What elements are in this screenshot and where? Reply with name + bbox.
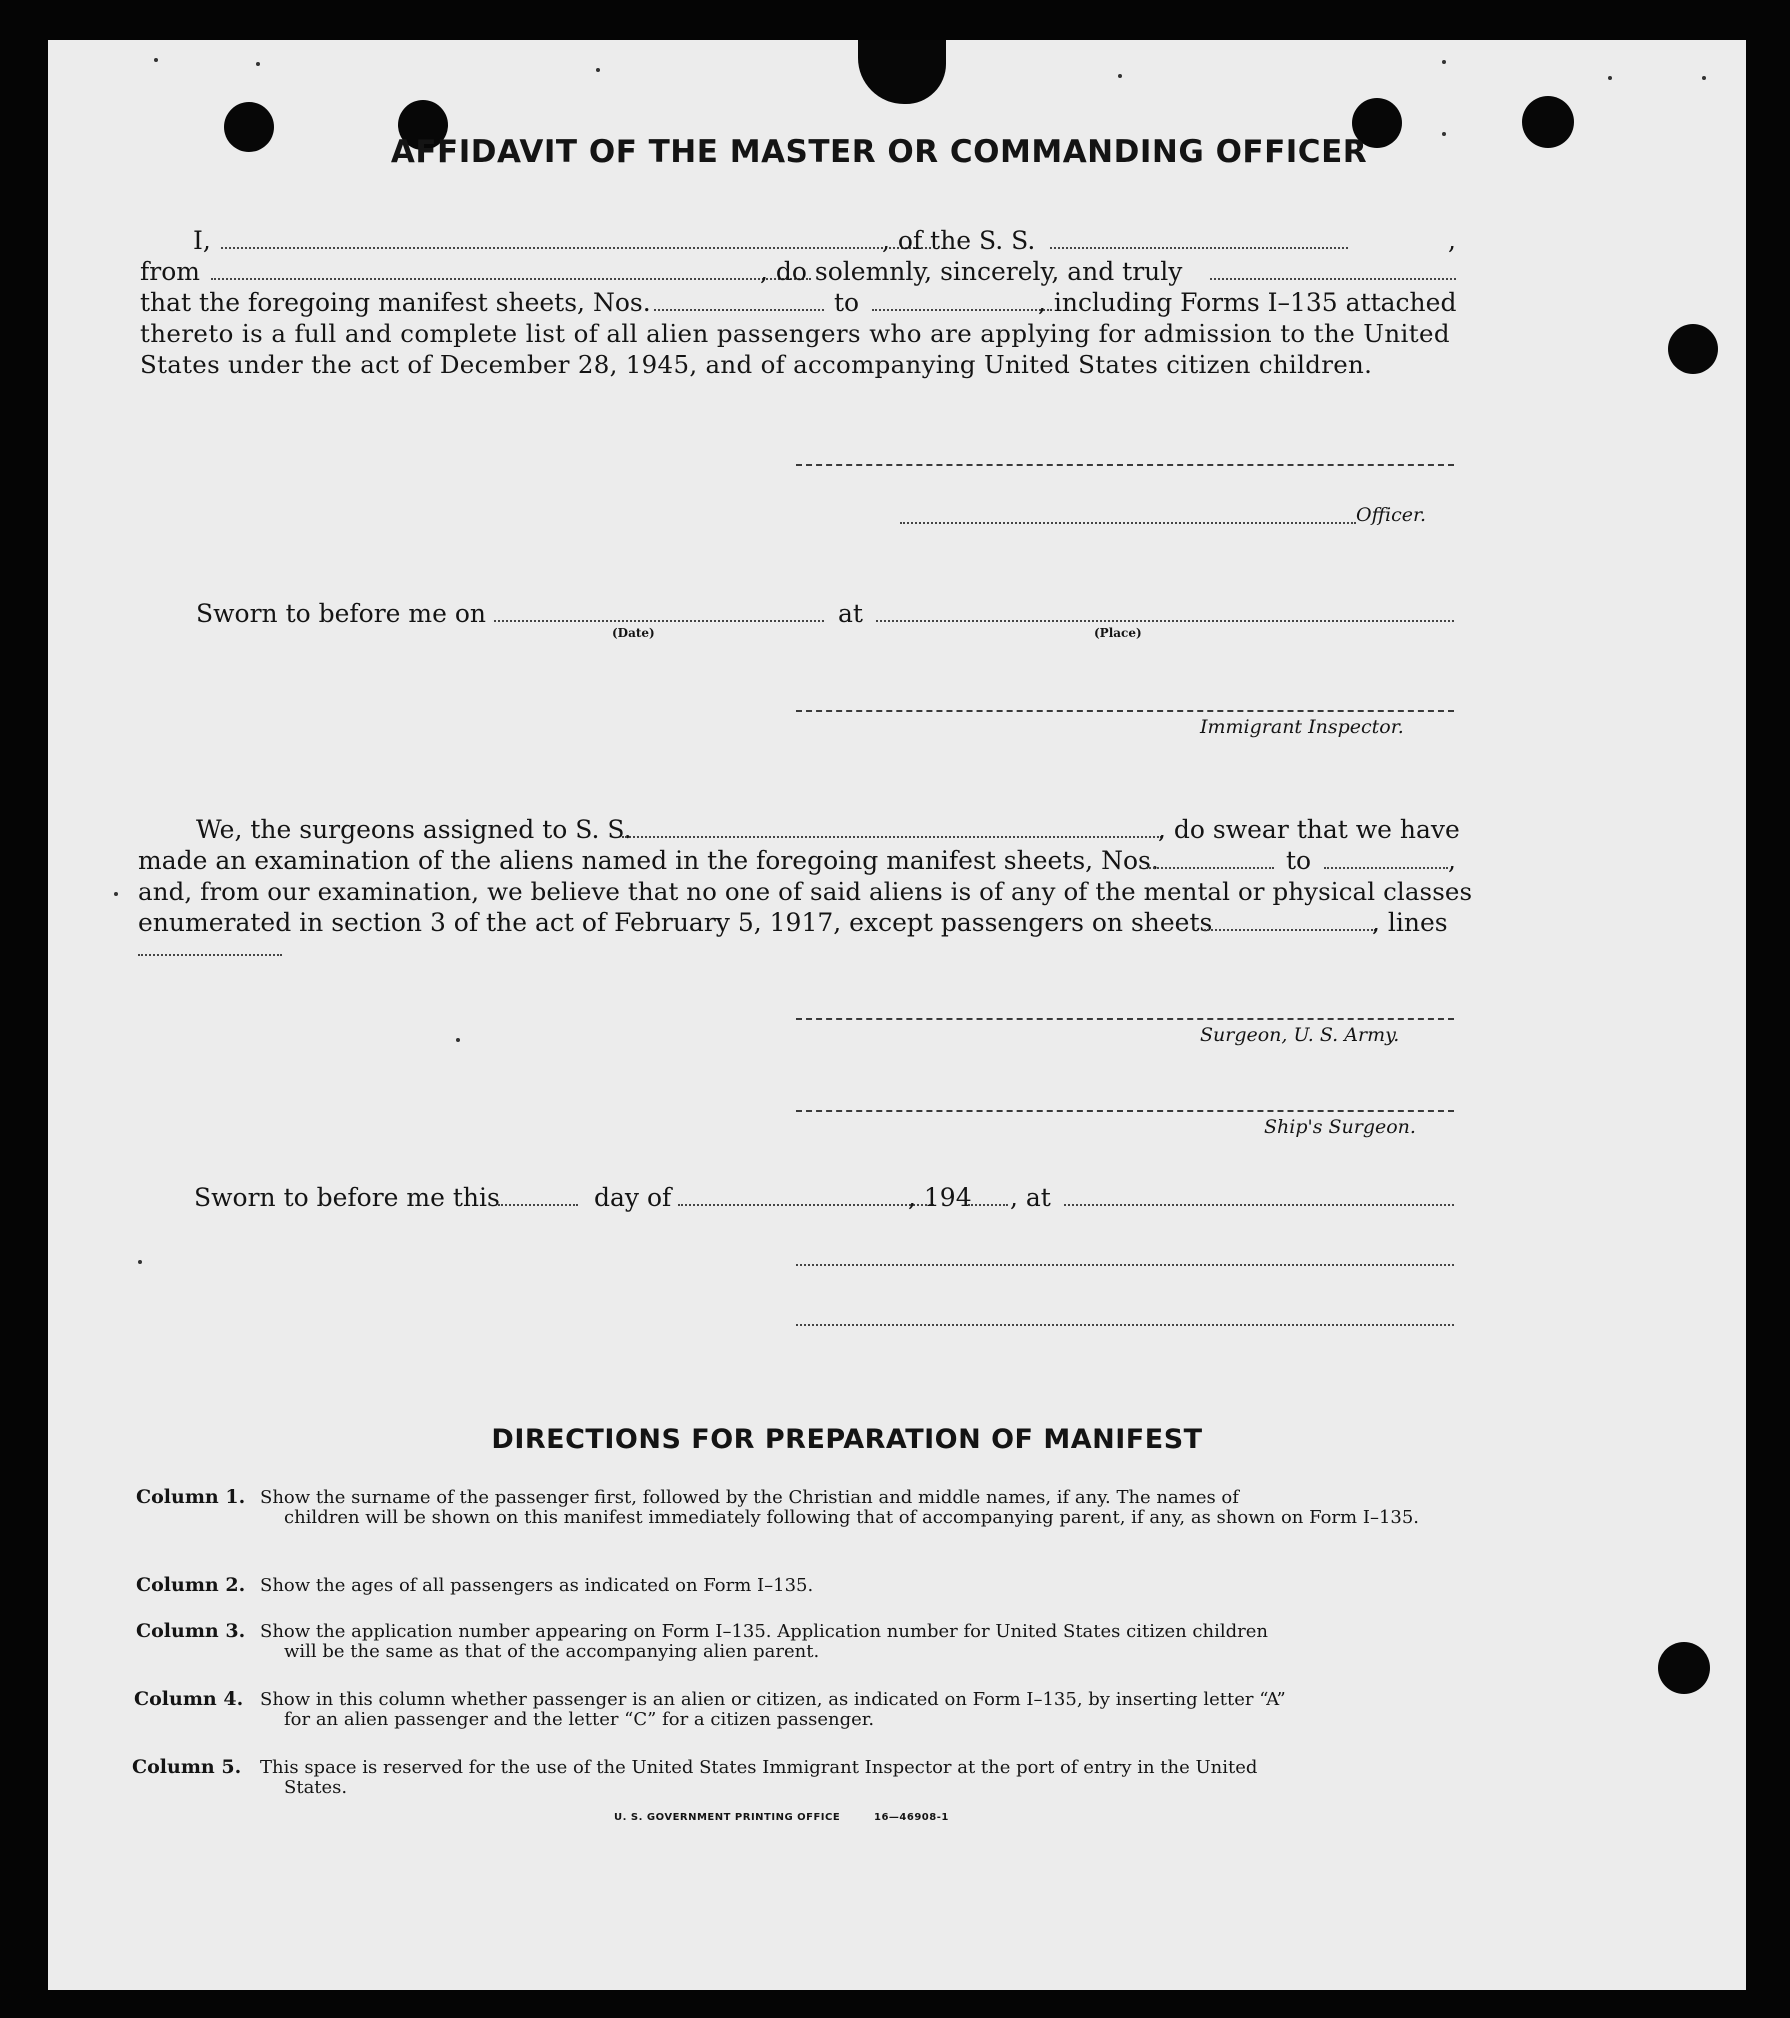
text-surgeons-l3: and, from our examination, we believe that no one of said aliens is of any of the mental or physical classes — [138, 877, 1473, 906]
text-including: , including Forms I–135 attached — [1038, 288, 1457, 317]
sheet-to-field[interactable] — [872, 309, 1052, 311]
sheet-from-field[interactable] — [654, 309, 824, 311]
column-1-text: Show the surname of the passenger first, followed by the Christian and middle names, if any. The names of children will be shown on this manifest immediately following that of accompanying parent, if any, as shown on Form I–135. — [260, 1487, 1420, 1528]
form-number: 16—46908-1 — [874, 1812, 949, 1823]
directions-title: DIRECTIONS FOR PREPARATION OF MANIFEST — [491, 1424, 1203, 1455]
speck — [1608, 76, 1612, 80]
column-2-text: Show the ages of all passengers as indicated on Form I–135. — [260, 1575, 814, 1596]
column-2-label: Column 2. — [136, 1574, 246, 1596]
master-name-field[interactable] — [221, 247, 931, 249]
text-solemnly: , do solemnly, sincerely, and truly — [760, 257, 1183, 286]
text-to-2: to — [1286, 846, 1312, 875]
text-of-ss: , of the S. S. — [882, 226, 1036, 255]
sworn-date-field[interactable] — [494, 620, 824, 622]
speck — [456, 1038, 460, 1042]
text-p1-l4: thereto is a full and complete list of all alien passengers who are applying for admission to the United — [140, 319, 1450, 348]
speck — [154, 58, 158, 62]
text-year-194: , 194 — [908, 1183, 972, 1212]
place-caption: (Place) — [1094, 626, 1142, 640]
column-5-text: This space is reserved for the use of the United States Immigrant Inspector at the port of entry in the United States. — [260, 1757, 1258, 1798]
text-do-swear: , do swear that we have — [1158, 815, 1460, 844]
text-sworn-this: Sworn to before me this — [194, 1183, 500, 1212]
text-lines: , lines — [1372, 908, 1448, 937]
officer-title-field[interactable] — [900, 522, 1356, 524]
text-to: to — [834, 288, 860, 317]
officer-caption: Officer. — [1356, 504, 1427, 526]
column-5-label: Column 5. — [132, 1756, 242, 1778]
inspector-title-line-2[interactable] — [796, 1324, 1454, 1326]
column-4-label: Column 4. — [134, 1688, 244, 1710]
surgeon-sheet-from-field[interactable] — [1146, 867, 1274, 869]
speck — [1702, 76, 1706, 80]
text-sheets-nos: that the foregoing manifest sheets, Nos. — [140, 288, 651, 317]
inspector-signature-line[interactable] — [796, 710, 1454, 712]
form-page — [48, 40, 1746, 1990]
except-lines-field[interactable] — [138, 954, 282, 956]
swear-affirm-field[interactable] — [1210, 278, 1456, 280]
sworn-year-field[interactable] — [968, 1204, 1008, 1206]
sworn-day-field[interactable] — [498, 1204, 578, 1206]
punch-hole — [1668, 324, 1718, 374]
column-3-text: Show the application number appearing on Form I–135. Application number for United States citizen children will be the same as that of the accompanying alien parent. — [260, 1621, 1268, 1662]
affidavit-title: AFFIDAVIT OF THE MASTER OR COMMANDING OFFICER — [390, 134, 1368, 170]
ship-surgeon-signature-line[interactable] — [796, 1110, 1454, 1112]
column-3-label: Column 3. — [136, 1620, 246, 1642]
speck — [596, 68, 600, 72]
surgeon-ship-field[interactable] — [622, 836, 1162, 838]
text-i: I, — [193, 226, 211, 255]
text-comma-2: , — [1448, 846, 1456, 875]
column-4-text: Show in this column whether passenger is an alien or citizen, as indicated on Form I–135, by inserting letter “A” for an alien passenger and the letter “C” for a citizen passenger. — [260, 1689, 1286, 1730]
date-caption: (Date) — [612, 626, 655, 640]
speck — [256, 62, 260, 66]
speck — [1442, 60, 1446, 64]
text-examination-nos: made an examination of the aliens named in the foregoing manifest sheets, Nos. — [138, 846, 1159, 875]
ship-surgeon-caption: Ship's Surgeon. — [1264, 1116, 1416, 1138]
text-day-of: day of — [594, 1183, 672, 1212]
printer-imprint: U. S. GOVERNMENT PRINTING OFFICE — [614, 1812, 841, 1823]
except-sheets-field[interactable] — [1204, 929, 1376, 931]
sworn-month-field[interactable] — [678, 1204, 934, 1206]
speck — [1118, 74, 1122, 78]
surgeon-sheet-to-field[interactable] — [1324, 867, 1448, 869]
ship-name-field[interactable] — [1050, 247, 1348, 249]
text-p1-l5: States under the act of December 28, 1945, and of accompanying United States citizen children. — [140, 350, 1373, 379]
sworn-place-field-2[interactable] — [1064, 1204, 1454, 1206]
inspector-caption: Immigrant Inspector. — [1200, 716, 1404, 738]
text-surgeons-ss: We, the surgeons assigned to S. S. — [196, 815, 632, 844]
port-from-field[interactable] — [211, 278, 811, 280]
text-comma: , — [1448, 226, 1456, 255]
torn-notch — [858, 40, 946, 104]
inspector-signature-line-2[interactable] — [796, 1264, 1454, 1266]
officer-signature-line[interactable] — [796, 464, 1454, 466]
text-sworn-on: Sworn to before me on — [196, 599, 487, 628]
punch-hole — [1658, 1642, 1710, 1694]
text-at: at — [838, 599, 863, 628]
column-1-label: Column 1. — [136, 1486, 246, 1508]
text-at-2: , at — [1010, 1183, 1051, 1212]
army-surgeon-caption: Surgeon, U. S. Army. — [1200, 1024, 1400, 1046]
text-from: from — [140, 257, 200, 286]
speck — [138, 1260, 142, 1264]
text-section-3: enumerated in section 3 of the act of February 5, 1917, except passengers on sheets — [138, 908, 1213, 937]
sworn-place-field[interactable] — [876, 620, 1454, 622]
speck — [114, 892, 118, 896]
army-surgeon-signature-line[interactable] — [796, 1018, 1454, 1020]
